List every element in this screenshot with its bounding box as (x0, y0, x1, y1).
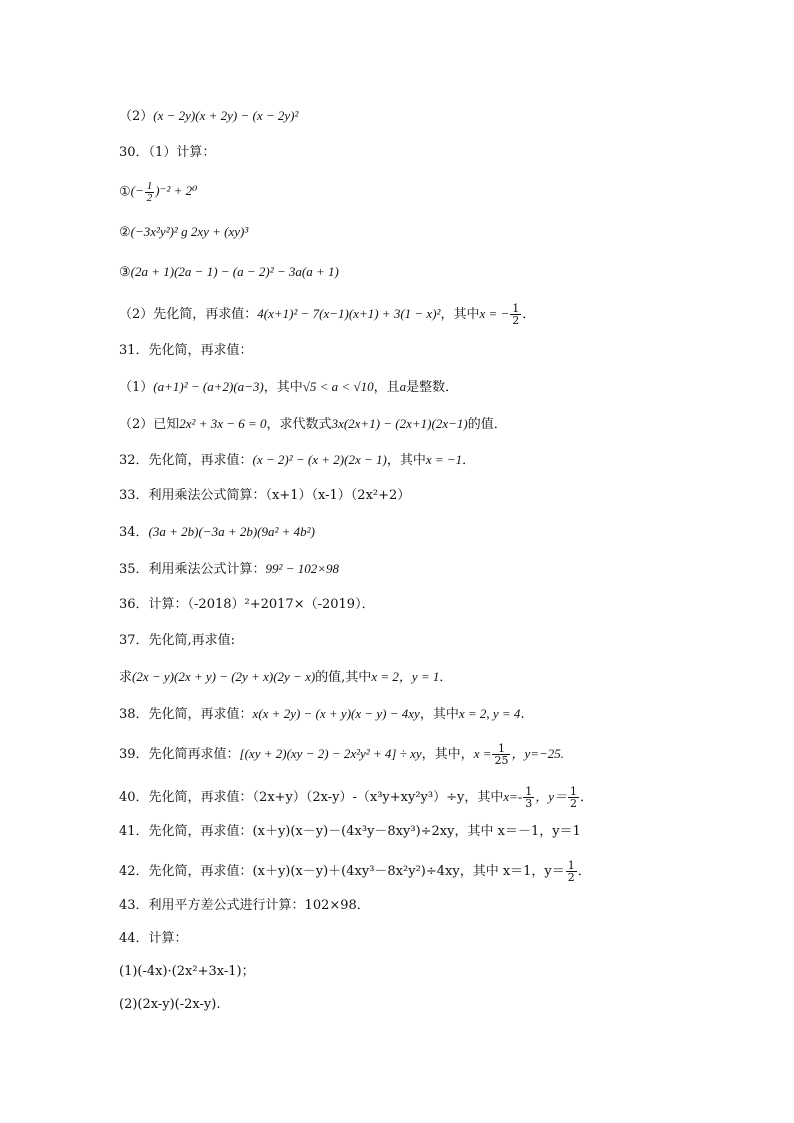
problem-30-1-item3 (119, 262, 339, 283)
problem-39 (119, 743, 564, 766)
line-label: 33．利用乘法公式简算：（x+1）（x-1）（2x²+2） (119, 488, 411, 503)
problem-34 (119, 522, 315, 543)
circled-number: ② (119, 225, 131, 240)
circled-number: ① (119, 184, 131, 200)
problem-30-1-item1 (119, 181, 197, 204)
line-label: 42．先化简，再求值：(x＋y)(x－y)＋(4xy³－8x²y²)÷4xy，其中 x＝1，y＝ (119, 864, 565, 879)
problem-31-1 (119, 377, 458, 398)
condition: √5 < a < √10 (302, 379, 374, 394)
line-label: 34． (119, 525, 149, 540)
problem-43 (119, 896, 370, 916)
line-label: 39．先化简再求值： (119, 747, 240, 762)
math-expression: (2a + 1)(2a − 1) − (a − 2)² − 3a(a + 1) (130, 264, 339, 279)
math-expression: 4(x+1)² − 7(x−1)(x+1) + 3(1 − x)² (257, 306, 441, 321)
text-fragment: 是整数． (406, 380, 459, 395)
problem-31-2 (119, 414, 507, 435)
text-fragment: 的值． (467, 417, 507, 432)
text-fragment: ，其中 (386, 453, 426, 468)
math-expression: x(x + 2y) − (x + y)(x − y) − 4xy (252, 706, 420, 721)
variable: a (399, 379, 407, 394)
text-fragment: . (520, 707, 525, 722)
text-fragment: ，其中 (263, 380, 303, 395)
problem-35 (119, 559, 339, 580)
fraction: $\frac{1}{2}$ (567, 859, 575, 884)
condition: x = (473, 746, 492, 761)
line-label: （2）已知 (119, 417, 180, 432)
text-fragment: ，求代数式 (266, 417, 332, 432)
problem-29-2 (119, 106, 298, 127)
problem-38 (119, 704, 525, 725)
text-fragment: ． (462, 453, 476, 468)
math-expression: 2x² + 3x − 6 = 0 (179, 416, 267, 431)
line-label: 30．（1）计算： (119, 145, 216, 160)
fraction: $\frac{1}{2}$ (570, 785, 578, 810)
math-expression: (x − 2y)(x + 2y) − (x − 2y)² (153, 108, 299, 123)
line-label: 41．先化简，再求值：(x＋y)(x－y)－(4x³y－8xy³)÷2xy，其中 x＝－1，y＝1 (119, 824, 581, 839)
problem-32 (119, 450, 475, 471)
condition: ，y=−25. (511, 746, 565, 761)
problem-42 (119, 860, 591, 883)
line-label: (2)(2x-y)(-2x-y). (119, 997, 221, 1012)
text-fragment: ． (577, 864, 591, 879)
text-fragment: 的值,其中 (315, 670, 372, 685)
line-label: 40．先化简，再求值：（2x+y）（2x-y）-（x³y+xy²y³）÷y，其中 (119, 790, 504, 805)
fraction: $\frac{1}{2}$ (146, 180, 153, 204)
problem-37 (119, 667, 452, 688)
line-label: （2） (119, 109, 154, 124)
math-expression: 3x(2x+1) − (2x+1)(2x−1) (331, 416, 468, 431)
condition: x = 2, y = 4 (458, 706, 521, 721)
math-expression: (a+1)² − (a+2)(a−3) (153, 379, 264, 394)
math-expression: (x − 2)² − (x + 2)(2x − 1) (252, 452, 387, 467)
problem-36 (119, 595, 375, 615)
problem-44-heading (119, 929, 188, 949)
line-label: 44．计算： (119, 931, 188, 946)
math-expression: (−3x²y²)² g 2xy + (xy)³ (130, 224, 249, 239)
line-label: 31．先化简，再求值： (119, 343, 253, 358)
math-expression: 99² − 102×98 (265, 561, 339, 576)
line-label: 38．先化简，再求值： (119, 707, 253, 722)
text-fragment: ． (439, 670, 453, 685)
math-expression: (3a + 2b)(−3a + 2b)(9a² + 4b²) (148, 524, 315, 539)
condition: x = −1 (425, 452, 463, 467)
condition: x = 2，y = 1 (371, 669, 440, 684)
line-label: 求 (119, 670, 133, 685)
line-label: 32．先化简，再求值： (119, 453, 253, 468)
problem-33 (119, 486, 410, 506)
problem-41 (119, 822, 581, 842)
fraction: $\frac{1}{3}$ (525, 785, 533, 810)
problem-37-heading (119, 631, 235, 651)
problem-44-1 (119, 962, 255, 982)
problem-30-1-item2 (119, 222, 248, 243)
fraction: $\frac{1}{25}$ (494, 742, 509, 767)
condition: ，y＝ (535, 789, 568, 804)
line-label: 35．利用乘法公式计算： (119, 562, 266, 577)
text-fragment: ． (580, 790, 594, 805)
text-fragment: ． (522, 307, 536, 322)
problem-30-heading (119, 143, 215, 163)
text-fragment: ，其中 (440, 307, 480, 322)
condition: x = − (479, 306, 510, 321)
line-label: (1)(-4x)·(2x²+3x-1)； (119, 964, 255, 979)
text-fragment: ，其中 (419, 707, 459, 722)
math-expression: (2x − y)(2x + y) − (2y + x)(2y − x) (132, 669, 316, 684)
text-fragment: ，且 (373, 380, 400, 395)
circled-number: ③ (119, 265, 131, 280)
line-label: 37．先化简,再求值: (119, 633, 236, 648)
line-label: （1） (119, 380, 154, 395)
problem-31-heading (119, 341, 253, 361)
math-expression: [(xy + 2)(xy − 2) − 2x²y² + 4] ÷ xy (239, 746, 422, 761)
fraction: $\frac{1}{2}$ (512, 302, 520, 327)
problem-30-2 (119, 303, 535, 326)
math-expression: (− $\frac{1}{2}$ )⁻² + 2⁰ (130, 180, 198, 204)
line-label: 36．计算：（-2018）²+2017×（-2019）． (119, 597, 375, 612)
line-label: （2）先化简，再求值： (119, 307, 258, 322)
problem-44-2 (119, 995, 220, 1015)
text-fragment: ，其中， (421, 747, 474, 762)
line-label: 43．利用平方差公式进行计算：102×98． (119, 898, 370, 913)
condition: x=- (503, 789, 523, 804)
problem-40 (119, 786, 593, 809)
